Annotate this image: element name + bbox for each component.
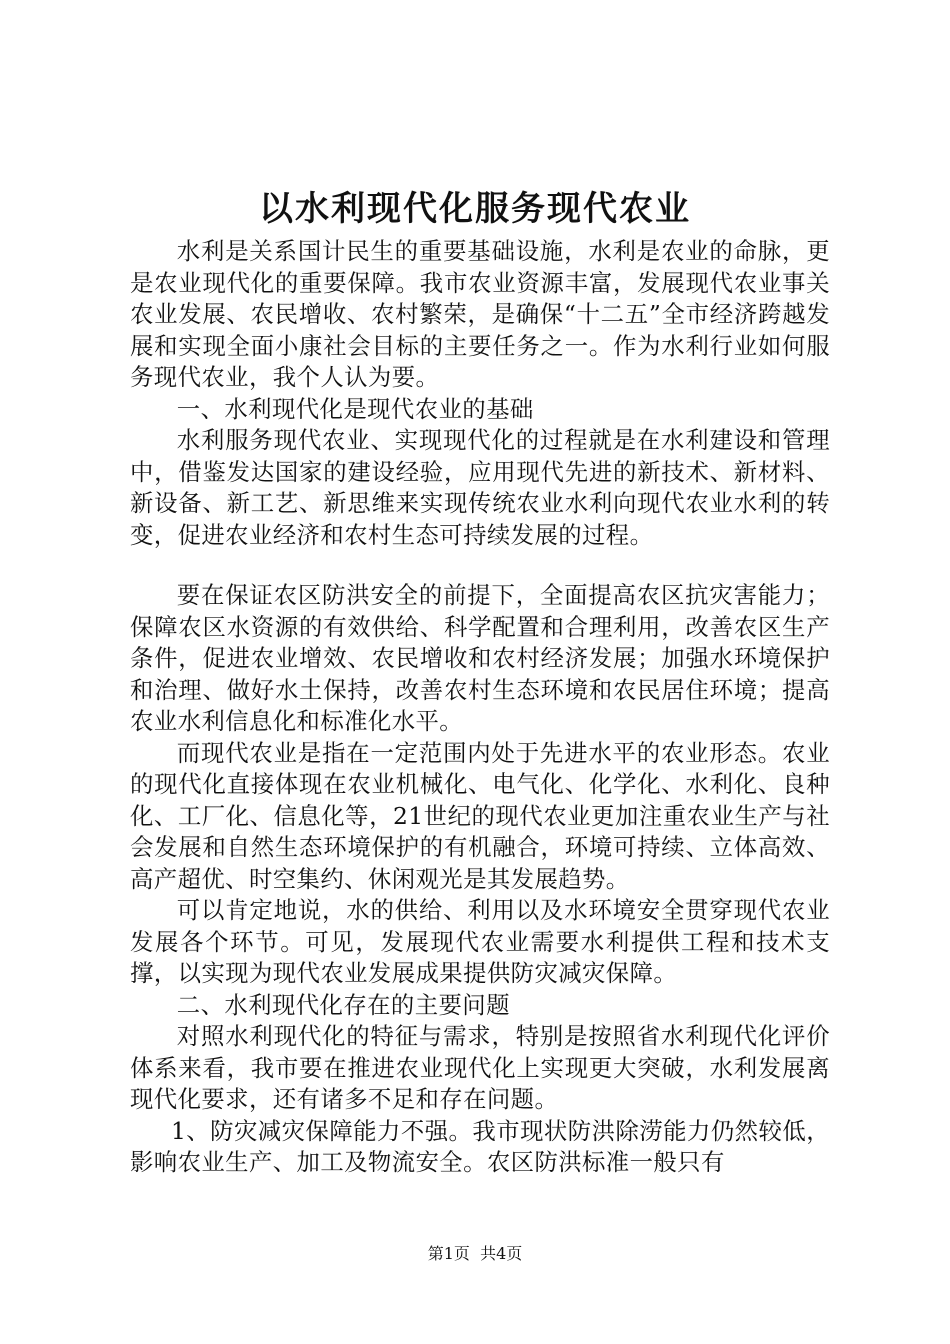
page-footer bbox=[0, 1243, 950, 1265]
paragraph-water-supply: 可以肯定地说，水的供给、利用以及水环境安全贯穿现代农业发展各个环节。可见，发展现代农业需要水利提供工程和技术支撑，以实现为现代农业发展成果提供防灾减灾保障。 bbox=[130, 896, 830, 987]
page-number: 第1页 共4页 bbox=[427, 1244, 523, 1263]
paragraph-modern-agriculture: 而现代农业是指在一定范围内处于先进水平的农业形态。农业的现代化直接体现在农业机械化、电气化、化学化、水利化、良种化、工厂化、信息化等，21世纪的现代农业更加注重农业生产与社会发展和自然生态环境保护的有机融合，环境可持续、立体高效、高产超优、时空集约、休闲观光是其发展趋势。 bbox=[130, 738, 830, 893]
section-heading-2: 二、水利现代化存在的主要问题 bbox=[176, 990, 510, 1019]
document-body bbox=[130, 236, 830, 1179]
paragraph-intro: 水利是关系国计民生的重要基础设施，水利是农业的命脉，更是农业现代化的重要保障。我市农业资源丰富，发展现代农业事关农业发展、农民增收、农村繁荣，是确保“十二五”全市经济跨越发展和实现全面小康社会目标的主要任务之一。作为水利行业如何服务现代农业，我个人认为要。 bbox=[130, 237, 830, 391]
paragraph-flood-safety: 要在保证农区防洪安全的前提下，全面提高农区抗灾害能力；保障农区水资源的有效供给、科学配置和合理利用，改善农区生产条件，促进农业增效、农民增收和农村经济发展；加强水环境保护和治理、做好水土保持，改善农村生态环境和农民居住环境；提高农业水利信息化和标准化水平。 bbox=[130, 581, 830, 735]
paragraph-evaluation: 对照水利现代化的特征与需求，特别是按照省水利现代化评价体系来看，我市要在推进农业现代化上实现更大突破，水利发展离现代化要求，还有诸多不足和存在问题。 bbox=[130, 1022, 830, 1113]
paragraph-modernization-process: 水利服务现代农业、实现现代化的过程就是在水利建设和管理中，借鉴发达国家的建设经验，应用现代先进的新技术、新材料、新设备、新工艺、新思维来实现传统农业水利向现代农业水利的转变，促进农业经济和农村生态可持续发展的过程。 bbox=[130, 426, 830, 549]
document-title: 以水利现代化服务现代农业 bbox=[259, 189, 691, 229]
section-heading-1: 一、水利现代化是现代农业的基础 bbox=[176, 394, 534, 423]
paragraph-disaster-prevention: 1、防灾减灾保障能力不强。我市现状防洪除涝能力仍然较低，影响农业生产、加工及物流安全。农区防洪标准一般只有 bbox=[130, 1116, 830, 1176]
